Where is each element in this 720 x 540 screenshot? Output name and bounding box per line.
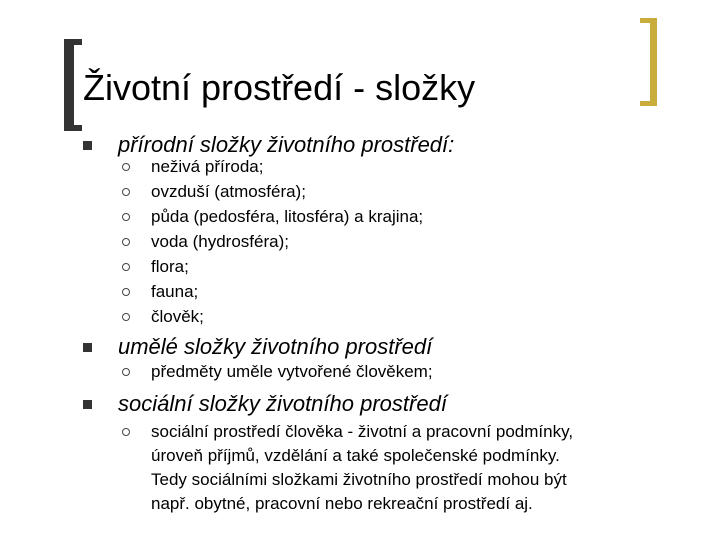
circle-bullet-icon	[122, 368, 130, 376]
circle-bullet-icon	[122, 238, 130, 246]
social-description	[151, 420, 671, 516]
circle-bullet-icon	[122, 213, 130, 221]
slide-title: Životní prostředí - složky	[83, 67, 476, 108]
list-item: člověk;	[151, 307, 204, 326]
circle-bullet-icon	[122, 163, 130, 171]
section-heading-artificial: umělé složky životního prostředí	[118, 334, 433, 359]
list-item: předměty uměle vytvořené člověkem;	[151, 362, 433, 381]
square-bullet-icon	[83, 141, 92, 150]
list-item: flora;	[151, 257, 189, 276]
circle-bullet-icon	[122, 288, 130, 296]
square-bullet-icon	[83, 400, 92, 409]
square-bullet-icon	[83, 343, 92, 352]
list-item: neživá příroda;	[151, 157, 264, 176]
paragraph-line: např. obytné, pracovní nebo rekreační prostředí aj.	[151, 494, 533, 513]
circle-bullet-icon	[122, 313, 130, 321]
list-item: ovzduší (atmosféra);	[151, 182, 306, 201]
paragraph-line: Tedy sociálními složkami životního prostředí mohou být	[151, 470, 567, 489]
paragraph-line: úroveň příjmů, vzdělání a také společenské podmínky.	[151, 446, 560, 465]
list-item: fauna;	[151, 282, 199, 301]
paragraph-line: sociální prostředí člověka - životní a pracovní podmínky,	[151, 422, 574, 441]
list-item: voda (hydrosféra);	[151, 232, 289, 251]
section-heading-natural: přírodní složky životního prostředí:	[118, 132, 455, 157]
circle-bullet-icon	[122, 188, 130, 196]
circle-bullet-icon	[122, 428, 130, 436]
circle-bullet-icon	[122, 263, 130, 271]
section-heading-social: sociální složky životního prostředí	[118, 391, 447, 416]
list-item: půda (pedosféra, litosféra) a krajina;	[151, 207, 424, 226]
